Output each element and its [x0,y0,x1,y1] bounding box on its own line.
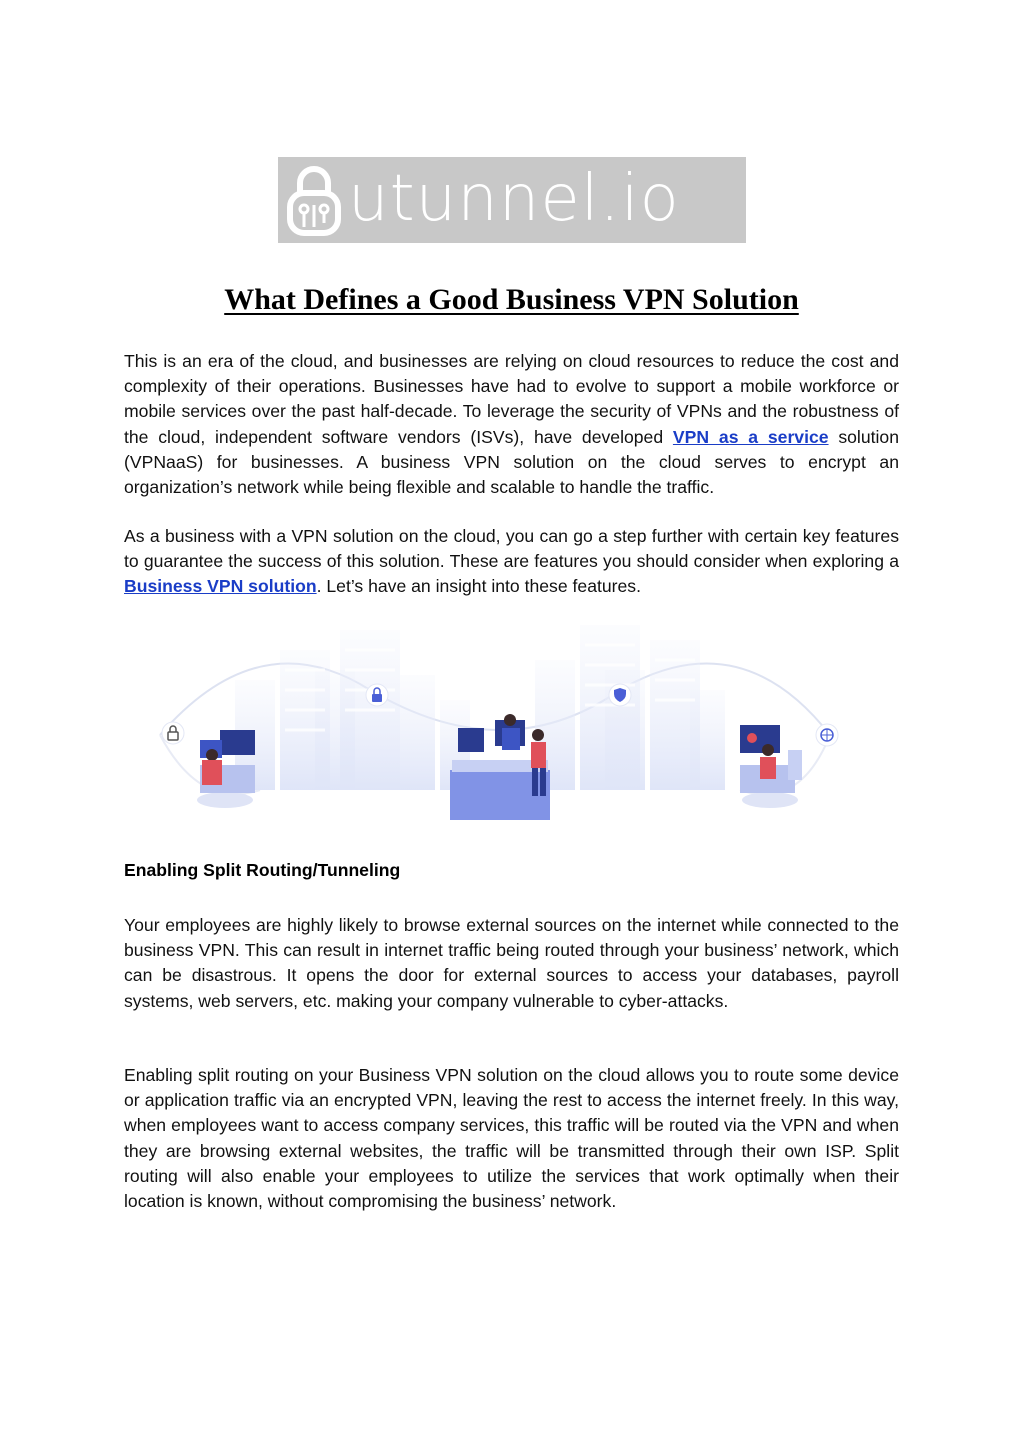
business-vpn-solution-link[interactable]: Business VPN solution [124,576,317,597]
logo-text: utunnel.io [348,162,680,236]
page-title: What Defines a Good Business VPN Solution [224,283,799,316]
section-heading: Enabling Split Routing/Tunneling [124,860,401,880]
logo [278,157,746,243]
section-paragraph-1: Your employees are highly likely to browse external sources on the internet while connected to the business VPN. This can result in internet traffic being routed through your business’ network, which can be disastrous. It opens the door for external sources to access your databases, payroll systems, web servers, etc. making your company vulnerable to cyber-attacks. [124,915,899,1011]
intro-text-2a: As a business with a VPN solution on the cloud, you can go a step further with certain key features to guarantee the success of this solution. These are features you should consider when exploring a [124,526,899,572]
business-vpn-illustration [140,620,870,840]
intro-text-2b: . Let’s have an insight into these features. [316,576,641,597]
right-workstation [740,725,802,808]
globe-icon [816,724,838,746]
center-workstation [450,714,550,820]
shield-icon [609,684,631,706]
padlock-circuit-icon [286,165,342,237]
intro-text-1b: solution (VPNaaS) for businesses. A business VPN solution on the cloud serves to encrypt an organization’s network while being flexible and scalable to handle the traffic. [124,426,899,498]
section-paragraph-2: Enabling split routing on your Business VPN solution on the cloud allows you to route some device or application traffic via an encrypted VPN, leaving the rest to access the internet freely. In this way, when employees want to access company services, this traffic will be routed via the VPN and when they are browsing external websites, the traffic will be transmitted through their own ISP. Split routing will also enable your employees to utilize the services that work optimally when their location is known, without compromising the business’ network. [124,1065,899,1212]
padlock-small-icon [162,722,184,744]
left-workstation [197,730,255,808]
lock-icon [366,684,388,706]
intro-paragraph-2 [124,524,899,600]
intro-paragraph-1 [124,349,899,500]
vpn-as-a-service-link[interactable]: VPN as a service [672,426,829,447]
intro-text-1a: This is an era of the cloud, and businesses are relying on cloud resources to reduce the cost and complexity of their operations. Businesses have had to evolve to support a mobile workforce or mobile services over the past half-decade. To leverage the security of VPNs and the robustness of the cloud, independent software vendors (ISVs), have developed [124,351,899,447]
